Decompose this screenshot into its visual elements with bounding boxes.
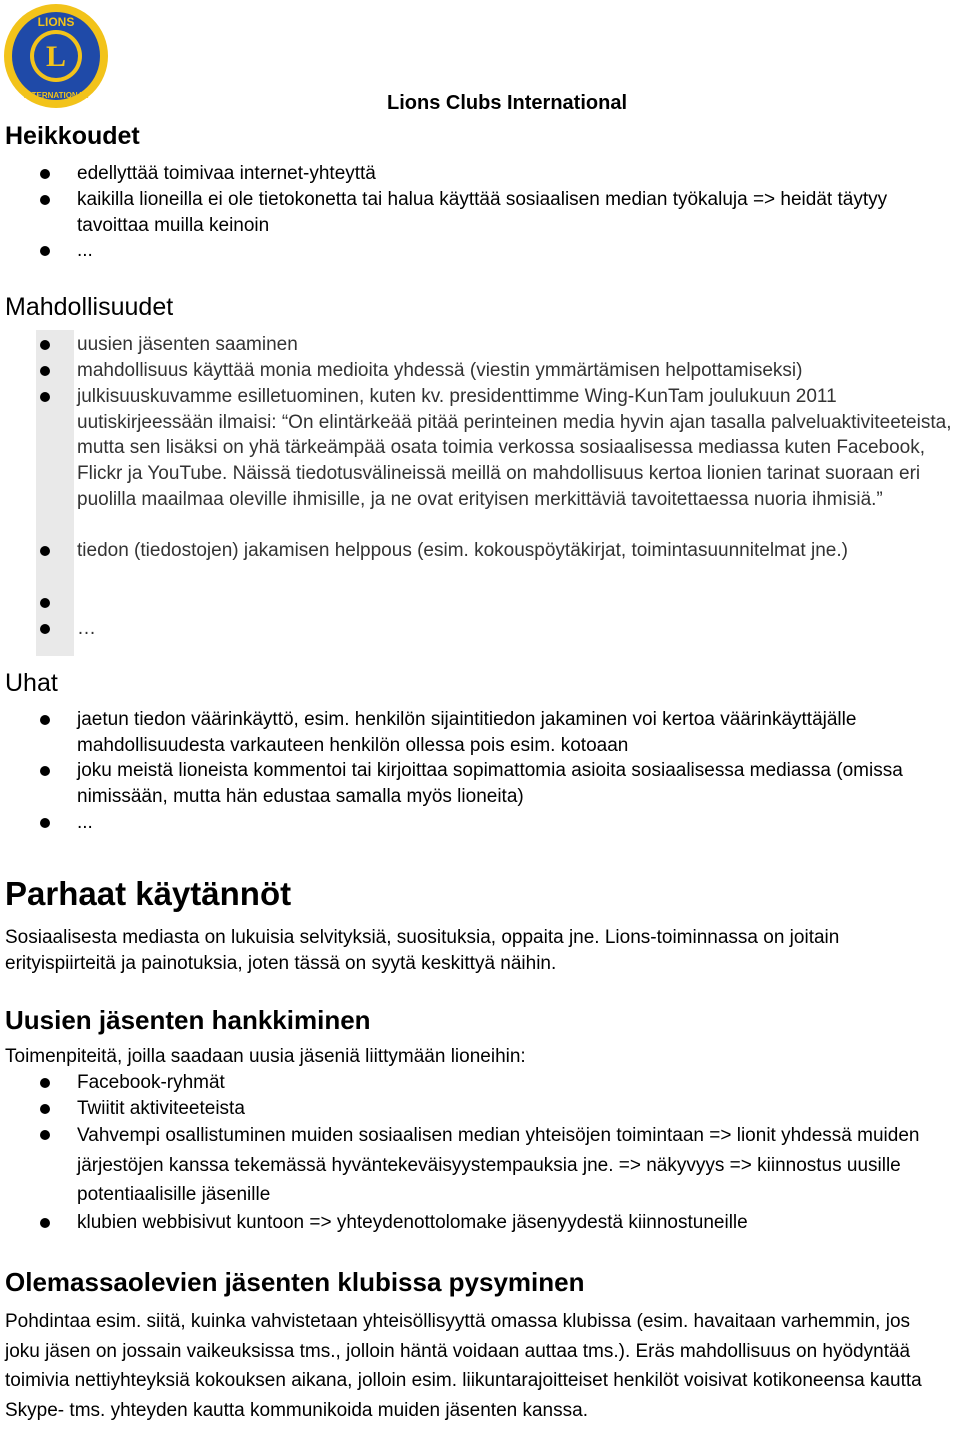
bullet-icon — [40, 546, 50, 556]
list-item: Facebook-ryhmät — [77, 1072, 225, 1093]
recruiting-intro: Toimenpiteitä, joilla saadaan uusia jäseniä liittymään lioneihin: — [5, 1046, 526, 1067]
bullet-icon — [40, 392, 50, 402]
threats-heading: Uhat — [5, 669, 58, 697]
bullet-icon — [40, 1130, 50, 1140]
bullet-icon — [40, 195, 50, 205]
bullet-icon — [40, 169, 50, 179]
bullet-icon — [40, 366, 50, 376]
list-item: tiedon (tiedostojen) jakamisen helppous (esim. kokouspöytäkirjat, toimintasuunnitelmat jne.) — [77, 540, 848, 561]
weaknesses-heading: Heikkoudet — [5, 122, 140, 150]
svg-text:INTERNATIONAL: INTERNATIONAL — [23, 91, 89, 100]
bullet-icon — [40, 340, 50, 350]
list-item: julkisuuskuvamme esilletuominen, kuten kv. presidenttimme Wing-KunTam joulukuun 2011 uutiskirjeessään ilmaisi: “On elintärkeää pitää perinteinen media hyvin ajan tasalla palveluaktiviteeteista, mutta sen lisäksi on yhä tärkeämpää osata toimia verkossa sosiaalisessa mediassa kuten Facebook, Flickr ja YouTube. Näissä tiedotusvälineissä meillä on mahdollisuus kertoa lionien tarinat suoraan eri puolilla maailmaa oleville ihmisille, ja ne ovat erityisen merkittäviä tavoitettaessa nuoria ihmisiä.” — [77, 386, 952, 510]
bullet-icon — [40, 1218, 50, 1228]
list-item: … — [77, 618, 96, 639]
recruiting-heading: Uusien jäsenten hankkiminen — [5, 1005, 371, 1035]
list-item: ... — [77, 240, 93, 261]
bullet-icon — [40, 1104, 50, 1114]
list-item: klubien webbisivut kuntoon => yhteydenottolomake jäsenyydestä kiinnostuneille — [77, 1212, 748, 1233]
bullet-icon — [40, 246, 50, 256]
list-item: uusien jäsenten saaminen — [77, 334, 298, 355]
bullet-icon — [40, 598, 50, 608]
best-practices-heading: Parhaat käytännöt — [5, 875, 292, 912]
retention-text: Pohdintaa esim. siitä, kuinka vahvistetaan yhteisöllisyyttä omassa klubissa (esim. havaitaan varhemmin, jos joku jäsen on jossain vaikeuksissa tms., jolloin häntä voidaan auttaa tms.). Eräs mahdollisuus on hyödyntää toimivia nettiyhteyksiä kokouksen aikana, jolloin esim. liikuntarajoitteiset henkilöt voisivat kotikoneensa kautta Skype- tms. yhteyden kautta kommunikoida muiden jäsenten kanssa. — [5, 1311, 922, 1421]
lions-logo — [2, 2, 110, 110]
retention-heading: Olemassaolevien jäsenten klubissa pysyminen — [5, 1267, 585, 1297]
list-item: kaikilla lioneilla ei ole tietokonetta tai halua käyttää sosiaalisen median työkaluja => heidät täytyy tavoittaa muilla keinoin — [77, 189, 888, 236]
list-item: jaetun tiedon väärinkäyttö, esim. henkilön sijaintitiedon jakaminen voi kertoa väärinkäyttäjälle mahdollisuudesta varkauteen henkilön ollessa pois esim. kotoaan — [77, 709, 857, 756]
list-item: edellyttää toimivaa internet-yhteyttä — [77, 163, 376, 184]
logo-letter: L — [45, 40, 67, 73]
svg-text:LIONS: LIONS — [37, 15, 75, 29]
list-item: ... — [77, 812, 93, 833]
bullet-icon — [40, 1078, 50, 1088]
list-item: mahdollisuus käyttää monia medioita yhdessä (viestin ymmärtämisen helpottamiseksi) — [77, 360, 803, 381]
list-item: joku meistä lioneista kommentoi tai kirjoittaa sopimattomia asioita sosiaalisessa mediassa (omissa nimissään, mutta hän edustaa samalla myös lioneita) — [77, 760, 903, 807]
bullet-icon — [40, 624, 50, 634]
list-item: Vahvempi osallistuminen muiden sosiaalisen median yhteisöjen toimintaan => lionit yhdessä muiden järjestöjen kanssa tekemässä hyväntekeväisyystempauksia jne. => näkyvyys => kiinnostus uusille potentiaalisille jäsenille — [77, 1125, 920, 1205]
bullet-icon — [40, 715, 50, 725]
list-item: Twiitit aktiviteeteista — [77, 1098, 245, 1119]
best-practices-text: Sosiaalisesta mediasta on lukuisia selvityksiä, suosituksia, oppaita jne. Lions-toiminnassa on joitain erityispiirteitä ja painotuksia, joten tässä on syytä keskittyä näihin. — [5, 927, 840, 974]
bullet-icon — [40, 818, 50, 828]
opportunities-heading: Mahdollisuudet — [5, 293, 174, 321]
bullet-icon — [40, 766, 50, 776]
organization-name: Lions Clubs International — [387, 92, 628, 114]
